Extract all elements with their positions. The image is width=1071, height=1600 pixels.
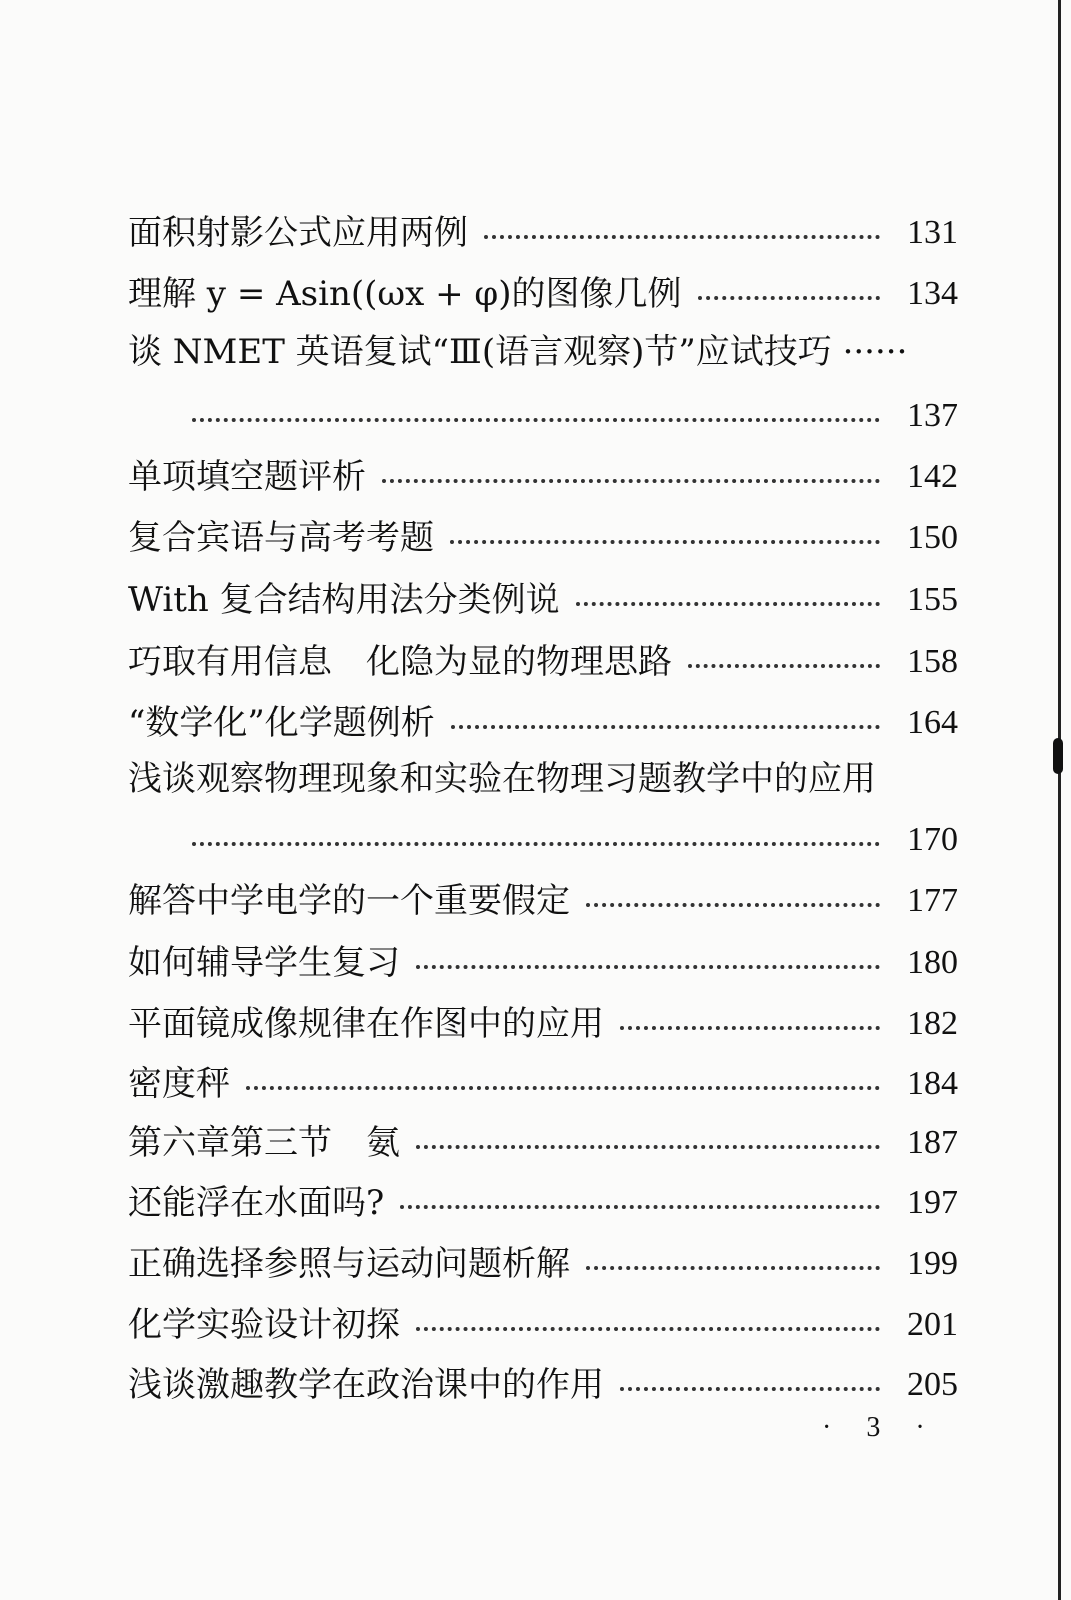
toc-entry	[128, 1175, 958, 1225]
toc-entry-title: 第六章第三节 氨	[128, 1123, 400, 1163]
page-edge-line	[1058, 0, 1061, 1600]
dot-leader	[416, 1145, 880, 1149]
toc-entry-page: 158	[907, 643, 958, 680]
dot-leader	[586, 903, 880, 907]
dot-leader	[192, 842, 880, 846]
dot-leader	[246, 1086, 880, 1090]
toc-entry-page: 137	[907, 397, 958, 434]
toc-entry-page: 177	[907, 882, 958, 919]
toc-entry	[128, 449, 958, 499]
toc-entry-title: 理解 y = Asin((ωx + φ)的图像几例	[128, 274, 682, 314]
toc-entry-title: 谈 NMET 英语复试“Ⅲ(语言观察)节”应试技巧 ······	[128, 332, 908, 372]
toc-entry	[128, 205, 958, 255]
toc-entry-page: 150	[907, 519, 958, 556]
dot-leader	[400, 1205, 880, 1209]
toc-entry-title: 密度秤	[128, 1064, 230, 1104]
toc-entry	[128, 266, 958, 316]
toc-entry-title: 浅谈观察物理现象和实验在物理习题教学中的应用	[128, 759, 876, 799]
toc-entry	[128, 996, 958, 1046]
toc-entry-continuation	[192, 388, 958, 438]
toc-entry-title: 解答中学电学的一个重要假定	[128, 881, 570, 921]
toc-entry	[128, 1297, 958, 1347]
toc-entry-title: 正确选择参照与运动问题析解	[128, 1244, 570, 1284]
binding-mark	[1053, 738, 1063, 774]
toc-entry-page: 182	[907, 1005, 958, 1042]
toc-entry-title: “数学化”化学题例析	[128, 703, 435, 743]
toc-entry-page: 155	[907, 581, 958, 618]
toc-entry-title: 面积射影公式应用两例	[128, 213, 468, 253]
toc-entry-continuation	[192, 812, 958, 862]
dot-leader	[192, 418, 880, 422]
toc-entry-page: 197	[907, 1184, 958, 1221]
toc-entry-page: 131	[907, 214, 958, 251]
dot-leader	[586, 1266, 880, 1270]
dot-leader	[576, 602, 880, 606]
toc-entry-page: 205	[907, 1366, 958, 1403]
toc-entry-title: 如何辅导学生复习	[128, 943, 400, 983]
toc-entry-page: 199	[907, 1245, 958, 1282]
toc-entry-page: 184	[907, 1065, 958, 1102]
toc-entry-title: 还能浮在水面吗?	[128, 1183, 385, 1223]
toc-entry	[128, 935, 958, 985]
toc-entry	[128, 1357, 958, 1407]
toc-entry-page: 164	[907, 704, 958, 741]
dot-leader	[451, 725, 880, 729]
dot-leader	[688, 664, 880, 668]
toc-entry-page: 180	[907, 944, 958, 981]
toc-entry-page: 142	[907, 458, 958, 495]
toc-entry-title: 化学实验设计初探	[128, 1305, 400, 1345]
toc-entry	[128, 1236, 958, 1286]
toc-entry	[128, 634, 958, 684]
dot-leader	[416, 965, 880, 969]
toc-entry-page: 134	[907, 275, 958, 312]
dot-leader	[484, 235, 880, 239]
dot-leader	[620, 1026, 880, 1030]
toc-entry	[128, 873, 958, 923]
toc-entry-page: 170	[907, 821, 958, 858]
toc-entry-title: 巧取有用信息 化隐为显的物理思路	[128, 642, 672, 682]
toc-entry-title: 浅谈激趣教学在政治课中的作用	[128, 1365, 604, 1405]
toc-entry-title: 平面镜成像规律在作图中的应用	[128, 1004, 604, 1044]
toc-entry-page: 187	[907, 1124, 958, 1161]
toc-entry	[128, 1115, 958, 1165]
toc-entry-title: 复合宾语与高考考题	[128, 518, 434, 558]
toc-entry	[128, 695, 958, 745]
dot-leader	[416, 1327, 880, 1331]
dot-leader	[698, 296, 881, 300]
toc-entry	[128, 510, 958, 560]
dot-leader	[450, 540, 880, 544]
toc-entry	[128, 1056, 958, 1106]
toc-entry-title: 单项填空题评析	[128, 457, 366, 497]
dot-leader	[620, 1387, 880, 1391]
toc-entry-title: With 复合结构用法分类例说	[128, 580, 560, 620]
dot-leader	[382, 479, 880, 483]
page-number: · 3 ·	[822, 1412, 939, 1443]
toc-entry-page: 201	[907, 1306, 958, 1343]
toc-entry	[128, 572, 958, 622]
